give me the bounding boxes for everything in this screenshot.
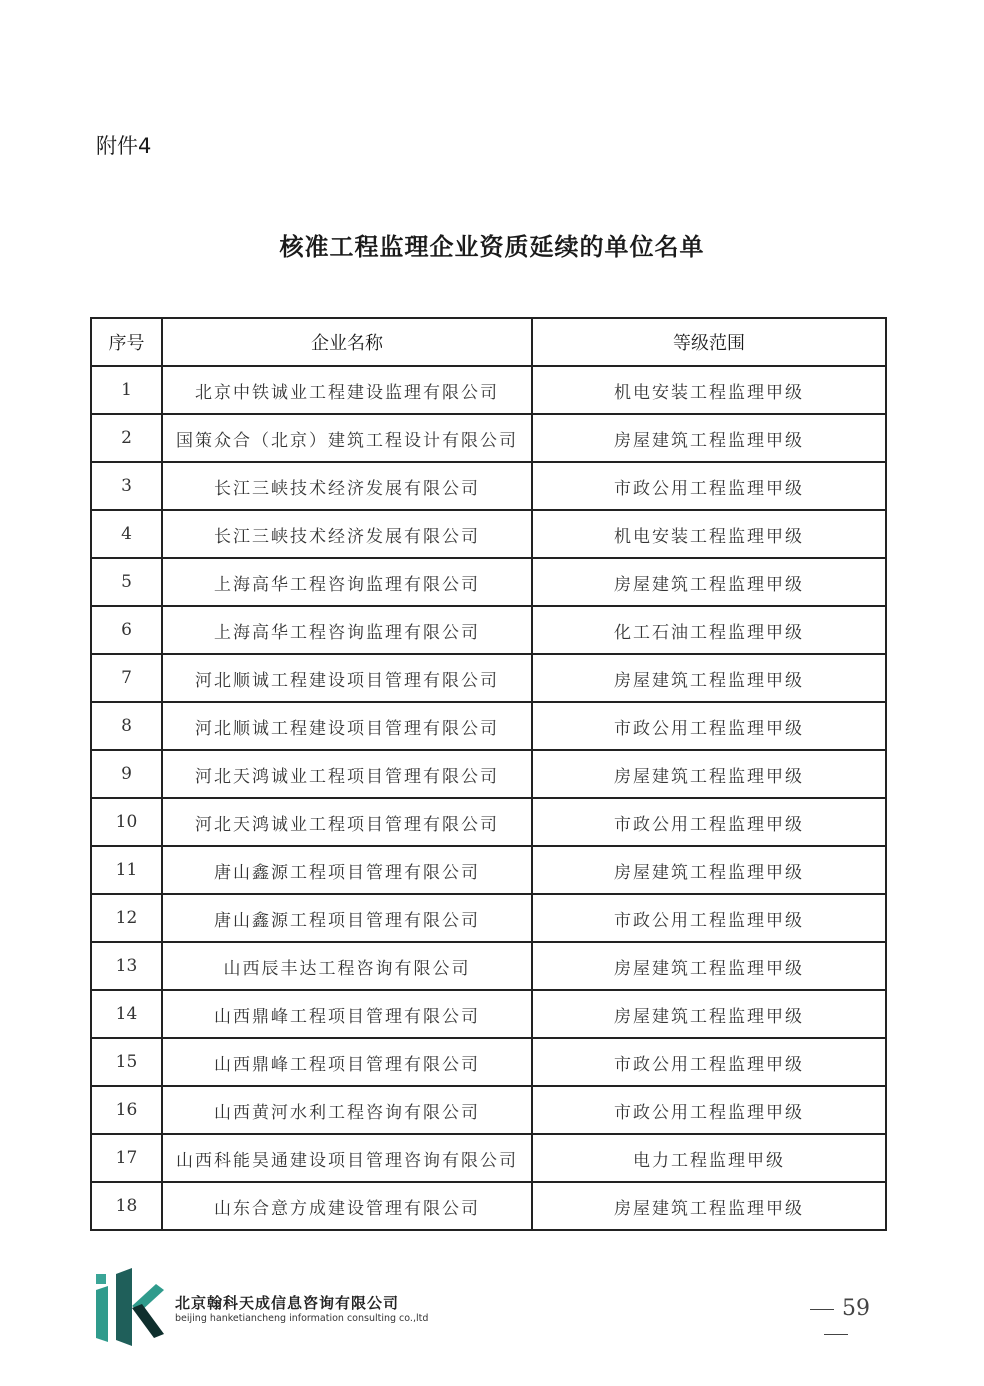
row-grade: 房屋建筑工程监理甲级	[532, 558, 886, 606]
table-row	[91, 990, 886, 1038]
page-number	[784, 1296, 888, 1346]
row-number: 18	[91, 1182, 162, 1230]
logo-bar-k	[116, 1268, 132, 1346]
table-row	[91, 750, 886, 798]
table-row	[91, 366, 886, 414]
row-number: 15	[91, 1038, 162, 1086]
row-company-name: 河北顺诚工程建设项目管理有限公司	[162, 702, 532, 750]
row-grade: 市政公用工程监理甲级	[532, 702, 886, 750]
row-company-name: 山西鼎峰工程项目管理有限公司	[162, 1038, 532, 1086]
table-row	[91, 462, 886, 510]
table-row	[91, 942, 886, 990]
row-grade: 房屋建筑工程监理甲级	[532, 846, 886, 894]
table-row	[91, 798, 886, 846]
footer-company-cn: 北京翰科天成信息咨询有限公司	[175, 1294, 400, 1312]
logo-bar-i	[96, 1286, 108, 1342]
row-grade: 房屋建筑工程监理甲级	[532, 942, 886, 990]
row-company-name: 山西科能昊通建设项目管理咨询有限公司	[162, 1134, 532, 1182]
table-row	[91, 846, 886, 894]
row-grade: 市政公用工程监理甲级	[532, 462, 886, 510]
row-company-name: 唐山鑫源工程项目管理有限公司	[162, 846, 532, 894]
row-company-name: 山西黄河水利工程咨询有限公司	[162, 1086, 532, 1134]
row-grade: 市政公用工程监理甲级	[532, 1038, 886, 1086]
header-num: 序号	[91, 318, 162, 366]
row-grade: 市政公用工程监理甲级	[532, 798, 886, 846]
row-grade: 机电安装工程监理甲级	[532, 510, 886, 558]
row-company-name: 北京中铁诚业工程建设监理有限公司	[162, 366, 532, 414]
row-company-name: 河北天鸿诚业工程项目管理有限公司	[162, 798, 532, 846]
table-row	[91, 414, 886, 462]
row-number: 8	[91, 702, 162, 750]
table-row	[91, 606, 886, 654]
row-company-name: 河北顺诚工程建设项目管理有限公司	[162, 654, 532, 702]
row-company-name: 长江三峡技术经济发展有限公司	[162, 510, 532, 558]
page-title: 核准工程监理企业资质延续的单位名单	[279, 233, 705, 261]
row-grade: 机电安装工程监理甲级	[532, 366, 886, 414]
row-grade: 电力工程监理甲级	[532, 1134, 886, 1182]
logo-arm-lower	[132, 1304, 164, 1338]
row-grade: 化工石油工程监理甲级	[532, 606, 886, 654]
header-grade: 等级范围	[532, 318, 886, 366]
table-row	[91, 1134, 886, 1182]
table-row	[91, 1086, 886, 1134]
row-number: 4	[91, 510, 162, 558]
row-number: 1	[91, 366, 162, 414]
row-grade: 房屋建筑工程监理甲级	[532, 990, 886, 1038]
row-number: 7	[91, 654, 162, 702]
row-number: 12	[91, 894, 162, 942]
table-row	[91, 654, 886, 702]
row-number: 5	[91, 558, 162, 606]
logo-dot	[96, 1274, 106, 1284]
row-number: 14	[91, 990, 162, 1038]
header-name: 企业名称	[162, 318, 532, 366]
row-grade: 市政公用工程监理甲级	[532, 1086, 886, 1134]
row-number: 10	[91, 798, 162, 846]
table-header-row	[91, 318, 886, 366]
row-grade: 房屋建筑工程监理甲级	[532, 414, 886, 462]
table-row	[91, 510, 886, 558]
row-grade: 房屋建筑工程监理甲级	[532, 750, 886, 798]
row-number: 11	[91, 846, 162, 894]
row-grade: 房屋建筑工程监理甲级	[532, 654, 886, 702]
page-number-value: 59	[842, 1296, 870, 1321]
row-company-name: 山西鼎峰工程项目管理有限公司	[162, 990, 532, 1038]
row-company-name: 河北天鸿诚业工程项目管理有限公司	[162, 750, 532, 798]
row-grade: 房屋建筑工程监理甲级	[532, 1182, 886, 1230]
table-row	[91, 1182, 886, 1230]
footer-company-en: beijing hanketiancheng information consulting co.,ltd	[175, 1313, 429, 1324]
row-company-name: 长江三峡技术经济发展有限公司	[162, 462, 532, 510]
row-company-name: 上海高华工程咨询监理有限公司	[162, 606, 532, 654]
hk-logo-icon	[94, 1268, 164, 1346]
row-number: 9	[91, 750, 162, 798]
row-number: 16	[91, 1086, 162, 1134]
table-body	[91, 366, 886, 1230]
table-row	[91, 558, 886, 606]
row-number: 13	[91, 942, 162, 990]
row-number: 6	[91, 606, 162, 654]
table-row	[91, 1038, 886, 1086]
row-company-name: 国策众合（北京）建筑工程设计有限公司	[162, 414, 532, 462]
row-number: 2	[91, 414, 162, 462]
row-grade: 市政公用工程监理甲级	[532, 894, 886, 942]
row-company-name: 山西辰丰达工程咨询有限公司	[162, 942, 532, 990]
row-company-name: 唐山鑫源工程项目管理有限公司	[162, 894, 532, 942]
company-table	[90, 317, 887, 1231]
row-number: 3	[91, 462, 162, 510]
table-row	[91, 702, 886, 750]
attachment-label: 附件4	[96, 134, 152, 158]
row-number: 17	[91, 1134, 162, 1182]
row-company-name: 山东合意方成建设管理有限公司	[162, 1182, 532, 1230]
table-row	[91, 894, 886, 942]
page-number-dash-left	[810, 1309, 834, 1310]
page-number-dash-right	[824, 1334, 848, 1335]
row-company-name: 上海高华工程咨询监理有限公司	[162, 558, 532, 606]
